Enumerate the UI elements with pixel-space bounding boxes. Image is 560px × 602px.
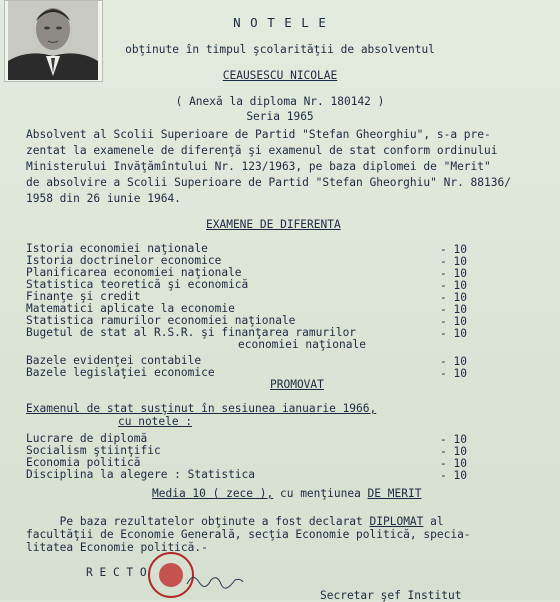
document-subtitle: obţinute în timpul şcolarităţii de absolventul <box>125 43 435 56</box>
state-exam-heading: Examenul de stat susţinut în sesiunea ianuarie 1966, <box>26 402 377 415</box>
rector-label: R E C T O <box>86 566 147 579</box>
intro-line-5: 1958 din 26 iunie 1964. <box>26 192 181 205</box>
grade: - 10 <box>440 445 467 458</box>
grade: - 10 <box>440 243 467 256</box>
grade: - 10 <box>440 267 467 280</box>
list-item: Bugetul de stat al R.S.R. şi finanţarea ramurilor <box>26 326 357 339</box>
series-label: Seria 1965 <box>246 110 314 123</box>
conclusion-line-3: litatea Economie politică.- <box>26 541 208 554</box>
list-item: Statistica ramurilor economiei naţionale <box>26 314 296 327</box>
diploma-status: DIPLOMAT <box>369 515 424 528</box>
grade: - 10 <box>440 315 467 328</box>
grade: - 10 <box>440 279 467 292</box>
state-exam-subheading: cu notele : <box>118 415 193 428</box>
list-item: Istoria economiei naţionale <box>26 242 208 255</box>
result-label: PROMOVAT <box>270 378 324 391</box>
secretary-label: Secretar şef Institut <box>320 589 462 602</box>
diff-exams-heading: EXAMENE DE DIFERENTA <box>206 218 341 231</box>
grade: - 10 <box>440 433 467 446</box>
list-item: Economia politică <box>26 456 141 469</box>
document-title: N O T E L E <box>233 15 327 30</box>
conclusion-text: Pe baza rezultatelor obţinute a fost declarat <box>26 515 370 528</box>
list-item: Disciplina la alegere : Statistica <box>26 468 256 481</box>
grade: - 10 <box>440 355 467 368</box>
intro-line-4: de absolvire a Scolii Superioare de Partid "Stefan Gheorghiu" Nr. 88136/ <box>26 176 511 189</box>
grade: - 10 <box>440 457 467 470</box>
list-item: Lucrare de diplomă <box>26 432 148 445</box>
media-mention: DE MERIT <box>367 487 422 500</box>
grade: - 10 <box>440 327 467 340</box>
list-item: Istoria doctrinelor economice <box>26 254 222 267</box>
conclusion-tail: al <box>423 515 444 528</box>
grade: - 10 <box>440 367 467 380</box>
list-item: Socialism ştiinţific <box>26 444 161 457</box>
grade: - 10 <box>440 303 467 316</box>
media-value: Media 10 ( zece ), <box>152 487 274 500</box>
conclusion-line-1 <box>26 516 444 528</box>
grade: - 10 <box>440 469 467 482</box>
grade: - 10 <box>440 291 467 304</box>
list-item: Finanţe şi credit <box>26 290 141 303</box>
conclusion-line-2: facultăţii de Economie Generală, secţia Economie politică, specia- <box>26 528 471 541</box>
list-item: Statistica teoretică şi economică <box>26 278 249 291</box>
media-middle: cu menţiunea <box>273 487 368 500</box>
intro-line-3: Ministerului Invăţămîntului Nr. 123/1963, pe baza diplomei de "Merit" <box>26 160 491 173</box>
grade: - 10 <box>440 255 467 268</box>
list-item: Bazele legislaţiei economice <box>26 366 215 379</box>
list-item-continuation: economiei naţionale <box>238 338 366 351</box>
diploma-annex: ( Anexă la diploma Nr. 180142 ) <box>175 95 385 108</box>
list-item: Bazele evidenţei contabile <box>26 354 202 367</box>
handwritten-signature <box>185 570 245 594</box>
student-name: CEAUSESCU NICOLAE <box>222 69 338 82</box>
intro-line-1: Absolvent al Scolii Superioare de Partid "Stefan Gheorghiu", s-a pre- <box>26 128 491 141</box>
list-item: Planificarea economiei naţionale <box>26 266 242 279</box>
intro-line-2: zentat la examenele de diferenţă şi examenul de stat conform ordinului <box>26 144 498 157</box>
media-line <box>152 488 421 500</box>
list-item: Matematici aplicate la economie <box>26 302 235 315</box>
